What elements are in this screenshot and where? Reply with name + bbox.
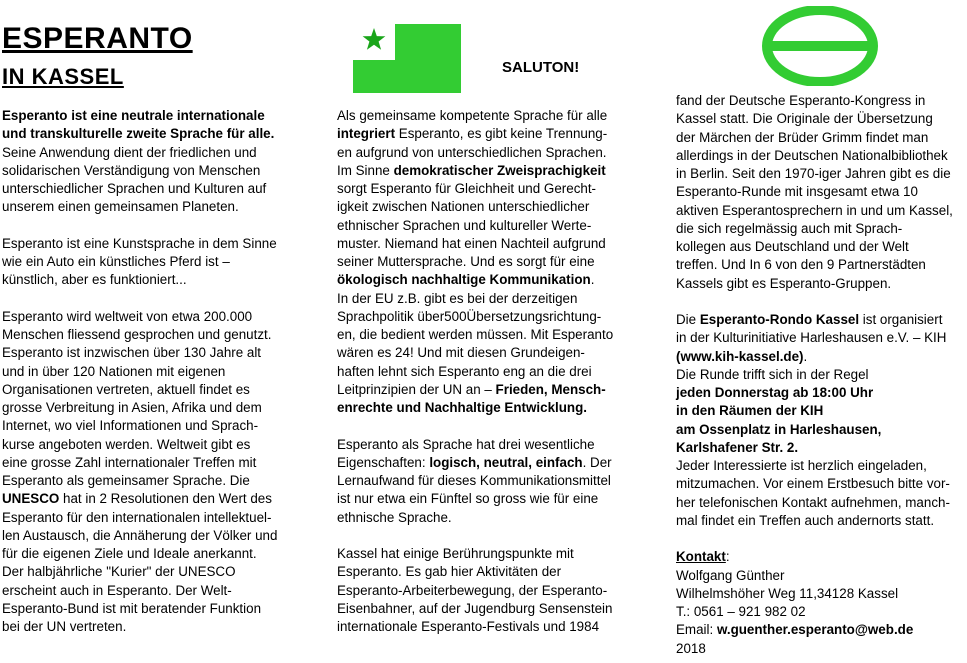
email-link[interactable]: w.guenther.esperanto@web.de bbox=[716, 622, 914, 638]
contact-phone: T.: 0561 – 921 982 02 bbox=[676, 604, 806, 619]
column-middle bbox=[337, 107, 637, 655]
column-left bbox=[2, 107, 302, 655]
paragraph-kassel-history: Kassel hat einige Berührungspunkte mit Esperanto. Es gab hier Aktivitäten der Esperanto-Arbeiterbewegung, der Esperanto- Eisenbahner, auf der Jugendburg Sensenstein internationale Esperanto-Festivals und 1984 bbox=[337, 546, 613, 634]
paragraph-worldwide: Esperanto wird weltweit von etwa 200.000 Menschen fliessend gesprochen und genutzt. Esperanto ist inzwischen über 130 Jahre alt und in über 120 Nationen mit eigenen Organisationen vertreten, aktuell findet es grosse Verbreitung in Asien, Afrika und dem Internet, wo viel Informationen und Sprach- kurse angeboten werden. Weltweit gibt es eine grosse Zahl internationaler Treffen mit Esperanto als gemeinsamer Sprache. Die UNESCO hat in 2 Resolutionen den Wert des Esperanto für den internationalen intellektuel- len Austausch, die Annäherung der Völker und für die eigenen Ziele und Ideale anerkannt. Der halbjährliche "Kurier" der UNESCO erscheint auch in Esperanto. Der Welt- Esperanto-Bund ist mit beratender Funktion bei der UN vertreten. bbox=[2, 308, 278, 634]
esperanto-jubilee-logo-icon bbox=[759, 6, 881, 86]
greeting-text: SALUTON! bbox=[502, 59, 580, 76]
contact-block: Kontakt: Wolfgang Günther Wilhelmshöher Weg 11,34128 Kassel T.: 0561 – 921 982 02 Email: w.guenther.esperanto@web.de 2018 bbox=[676, 548, 966, 658]
green-star-icon bbox=[361, 27, 387, 53]
meeting-address: Karlshafener Str. 2. bbox=[676, 439, 799, 455]
website-link[interactable]: (www.kih-kassel.de) bbox=[676, 348, 804, 364]
esperanto-flag-icon bbox=[353, 24, 461, 93]
column-right bbox=[676, 92, 966, 658]
contact-address: Wilhelmshöher Weg 11,34128 Kassel bbox=[676, 585, 899, 601]
paragraph-integration: Als gemeinsame kompetente Sprache für alle integriert Esperanto, es gibt keine Trennung- en aufgrund von unterschiedlichen Sprachen. Im Sinne demokratischer Zweisprachigkeit sorgt Esperanto für Gleichheit und Gerecht- igkeit zwischen Nationen unterschiedlicher ethnischer Sprachen und kultureller Werte- muster. Niemand hat einen Nachteil aufgrund seiner Muttersprache. Und es sorgt für eine ökologisch nachhaltige Kommunikation. In der EU z.B. gibt es bei der derzeitigen Sprachpolitik über500Übersetzungsrichtung- en, die bedient werden müssen. Mit Esperanto wären es 24! Und mit diesen Grundeigen- haften lehnt sich Esperanto eng an die drei Leitprinzipien der UN an – Frieden, Mensch- enrechte und Nachhaltige Entwicklung. bbox=[337, 108, 614, 415]
document-year: 2018 bbox=[676, 640, 706, 656]
meeting-time: jeden Donnerstag ab 18:00 Uhr bbox=[676, 385, 874, 400]
paragraph-properties: Esperanto als Sprache hat drei wesentliche Eigenschaften: logisch, neutral, einfach. Der Lernaufwand für dieses Kommunikationsmittel ist nur etwa ein Fünftel so gross wie für eine ethnische Sprache. bbox=[337, 436, 612, 525]
paragraph-kunstsprache: Esperanto ist eine Kunstsprache in dem Sinne wie ein Auto ein künstliches Pferd ist – künstlich, aber es funktioniert... bbox=[2, 235, 277, 288]
page-subtitle: IN KASSEL bbox=[2, 64, 124, 89]
contact-name: Wolfgang Günther bbox=[676, 567, 785, 583]
page-title: ESPERANTO bbox=[2, 22, 193, 55]
paragraph-intro: Esperanto ist eine neutrale internationale und transkulturelle zweite Sprache für alle. Seine Anwendung dient der friedlichen und solidarischen Verständigung von Menschen unterschiedlicher Sprachen und Kulturen auf unserem einen gemeinsamen Planeten. bbox=[2, 108, 275, 215]
paragraph-kassel-history-cont: fand der Deutsche Esperanto-Kongress in Kassel statt. Die Originale der Übersetzung der Märchen der Brüder Grimm findet man allerdings in der Deutschen Nationalbibliothek in Berlin. Seit den 1970-iger Jahren gibt es die Esperanto-Runde mit insgesamt etwa 10 aktiven Esperantosprechern in und um Kassel, die sich regelmässig auch mit Sprach- kollegen aus Deutschland und der Welt treffen. Und In 6 von den 9 Partnerstädten Kassels gibt es Esperanto-Gruppen. bbox=[676, 93, 953, 291]
paragraph-rondo-meeting: Die Esperanto-Rondo Kassel ist organisiert in der Kulturinitiative Harleshausen e.V. – KIH (www.kih-kassel.de). Die Runde trifft sich in der Regel jeden Donnerstag ab 18:00 Uhr in den Räumen der KIH am Ossenplatz in Harleshausen, Karlshafener Str. 2. Jeder Interessierte ist herzlich eingeladen, mitzumachen. Vor einem Erstbesuch bitte vor- her telefonischen Kontakt aufnehmen, manch- mal findet ein Treffen auch andernorts statt. bbox=[676, 311, 966, 530]
contact-heading: Kontakt bbox=[676, 549, 726, 565]
